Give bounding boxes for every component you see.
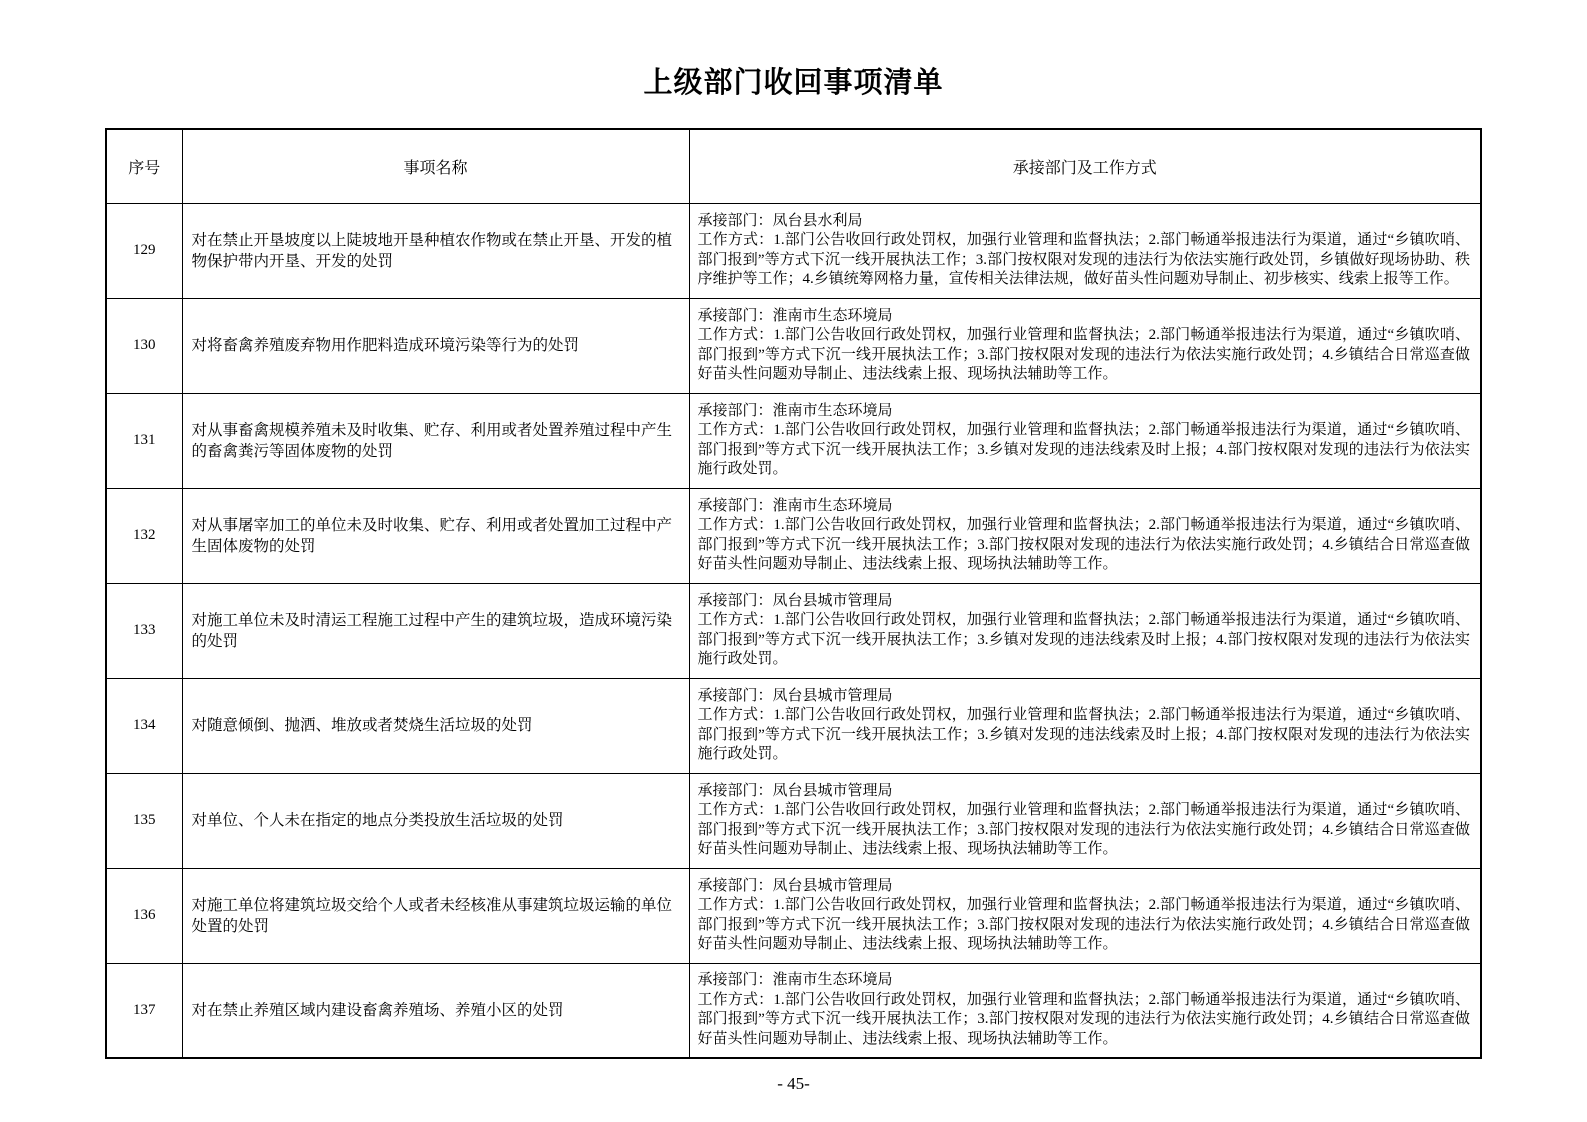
table-row: [106, 203, 1481, 298]
header-cell-undertaking: 承接部门及工作方式: [689, 129, 1481, 203]
row-number-cell: 129: [106, 203, 182, 298]
row-number-cell: 137: [106, 963, 182, 1058]
department-line: 承接部门：淮南市生态环境局: [697, 402, 893, 419]
row-number-cell: 136: [106, 868, 182, 963]
table-body: [106, 203, 1481, 1058]
work-method-line: 工作方式：1.部门公告收回行政处罚权，加强行业管理和监督执法；2.部门畅通举报违法行为渠道，通过“乡镇吹哨、部门报到”等方式下沉一线开展执法工作；3.部门按权限对发现的违法行为依法实施行政处罚；4.乡镇结合日常巡查做好苗头性问题劝导制止、违法线索上报、现场执法辅助等工作。: [697, 327, 1470, 382]
row-number-cell: 132: [106, 488, 182, 583]
table-row: [106, 488, 1481, 583]
undertaking-cell: [689, 868, 1481, 963]
work-method-line: 工作方式：1.部门公告收回行政处罚权，加强行业管理和监督执法；2.部门畅通举报违法行为渠道，通过“乡镇吹哨、部门报到”等方式下沉一线开展执法工作；3.乡镇对发现的违法线索及时上报；4.部门按权限对发现的违法行为依法实施行政处罚。: [697, 707, 1470, 762]
undertaking-cell: [689, 203, 1481, 298]
table-row: [106, 583, 1481, 678]
table-row: [106, 298, 1481, 393]
table-row: [106, 678, 1481, 773]
undertaking-cell: [689, 583, 1481, 678]
row-number-cell: 130: [106, 298, 182, 393]
table-row: [106, 963, 1481, 1058]
undertaking-cell: [689, 298, 1481, 393]
matter-name-cell: 对施工单位未及时清运工程施工过程中产生的建筑垃圾，造成环境污染的处罚: [182, 583, 689, 678]
undertaking-cell: [689, 773, 1481, 868]
table-row: [106, 393, 1481, 488]
work-method-line: 工作方式：1.部门公告收回行政处罚权，加强行业管理和监督执法；2.部门畅通举报违法行为渠道，通过“乡镇吹哨、部门报到”等方式下沉一线开展执法工作；3.乡镇对发现的违法线索及时上报；4.部门按权限对发现的违法行为依法实施行政处罚。: [697, 422, 1470, 477]
undertaking-cell: [689, 678, 1481, 773]
work-method-line: 工作方式：1.部门公告收回行政处罚权，加强行业管理和监督执法；2.部门畅通举报违法行为渠道，通过“乡镇吹哨、部门报到”等方式下沉一线开展执法工作；3.部门按权限对发现的违法行为依法实施行政处罚；4.乡镇结合日常巡查做好苗头性问题劝导制止、违法线索上报、现场执法辅助等工作。: [697, 802, 1470, 857]
work-method-line: 工作方式：1.部门公告收回行政处罚权，加强行业管理和监督执法；2.部门畅通举报违法行为渠道，通过“乡镇吹哨、部门报到”等方式下沉一线开展执法工作；3.乡镇对发现的违法线索及时上报；4.部门按权限对发现的违法行为依法实施行政处罚。: [697, 612, 1470, 667]
items-table: [105, 128, 1482, 1059]
matter-name-cell: 对在禁止开垦坡度以上陡坡地开垦种植农作物或在禁止开垦、开发的植物保护带内开垦、开发的处罚: [182, 203, 689, 298]
department-line: 承接部门：凤台县城市管理局: [697, 687, 893, 704]
table-row: [106, 773, 1481, 868]
work-method-line: 工作方式：1.部门公告收回行政处罚权，加强行业管理和监督执法；2.部门畅通举报违法行为渠道，通过“乡镇吹哨、部门报到”等方式下沉一线开展执法工作；3.部门按权限对发现的违法行为依法实施行政处罚；4.乡镇结合日常巡查做好苗头性问题劝导制止、违法线索上报、现场执法辅助等工作。: [697, 897, 1470, 952]
matter-name-cell: 对从事屠宰加工的单位未及时收集、贮存、利用或者处置加工过程中产生固体废物的处罚: [182, 488, 689, 583]
department-line: 承接部门：淮南市生态环境局: [697, 497, 893, 514]
header-cell-number: 序号: [106, 129, 182, 203]
page-title: 上级部门收回事项清单: [643, 67, 944, 99]
matter-name-cell: 对随意倾倒、抛洒、堆放或者焚烧生活垃圾的处罚: [182, 678, 689, 773]
department-line: 承接部门：凤台县城市管理局: [697, 592, 893, 609]
matter-name-cell: 对在禁止养殖区域内建设畜禽养殖场、养殖小区的处罚: [182, 963, 689, 1058]
undertaking-cell: [689, 963, 1481, 1058]
page-number: - 45-: [777, 1074, 810, 1093]
work-method-line: 工作方式：1.部门公告收回行政处罚权，加强行业管理和监督执法；2.部门畅通举报违法行为渠道，通过“乡镇吹哨、部门报到”等方式下沉一线开展执法工作；3.部门按权限对发现的违法行为依法实施行政处罚；4.乡镇结合日常巡查做好苗头性问题劝导制止、违法线索上报、现场执法辅助等工作。: [697, 991, 1470, 1047]
row-number-cell: 133: [106, 583, 182, 678]
department-line: 承接部门：凤台县城市管理局: [697, 877, 893, 894]
matter-name-cell: 对从事畜禽规模养殖未及时收集、贮存、利用或者处置养殖过程中产生的畜禽粪污等固体废物的处罚: [182, 393, 689, 488]
row-number-cell: 134: [106, 678, 182, 773]
department-line: 承接部门：凤台县城市管理局: [697, 782, 893, 799]
work-method-line: 工作方式：1.部门公告收回行政处罚权，加强行业管理和监督执法；2.部门畅通举报违法行为渠道，通过“乡镇吹哨、部门报到”等方式下沉一线开展执法工作；3.部门按权限对发现的违法行为依法实施行政处罚；4.乡镇结合日常巡查做好苗头性问题劝导制止、违法线索上报、现场执法辅助等工作。: [697, 517, 1470, 572]
department-line: 承接部门：淮南市生态环境局: [697, 972, 893, 989]
table-header-row: [106, 129, 1481, 203]
table-row: [106, 868, 1481, 963]
undertaking-cell: [689, 488, 1481, 583]
matter-name-cell: 对单位、个人未在指定的地点分类投放生活垃圾的处罚: [182, 773, 689, 868]
matter-name-cell: 对施工单位将建筑垃圾交给个人或者未经核准从事建筑垃圾运输的单位处置的处罚: [182, 868, 689, 963]
matter-name-cell: 对将畜禽养殖废弃物用作肥料造成环境污染等行为的处罚: [182, 298, 689, 393]
row-number-cell: 131: [106, 393, 182, 488]
department-line: 承接部门：凤台县水利局: [697, 212, 863, 229]
department-line: 承接部门：淮南市生态环境局: [697, 307, 893, 324]
header-cell-matter-name: 事项名称: [182, 129, 689, 203]
row-number-cell: 135: [106, 773, 182, 868]
undertaking-cell: [689, 393, 1481, 488]
work-method-line: 工作方式：1.部门公告收回行政处罚权，加强行业管理和监督执法；2.部门畅通举报违法行为渠道，通过“乡镇吹哨、部门报到”等方式下沉一线开展执法工作；3.部门按权限对发现的违法行为依法实施行政处罚，乡镇做好现场协助、秩序维护等工作；4.乡镇统筹网格力量，宣传相关法律法规，做好苗头性问题劝导制止、初步核实、线索上报等工作。: [697, 232, 1470, 287]
